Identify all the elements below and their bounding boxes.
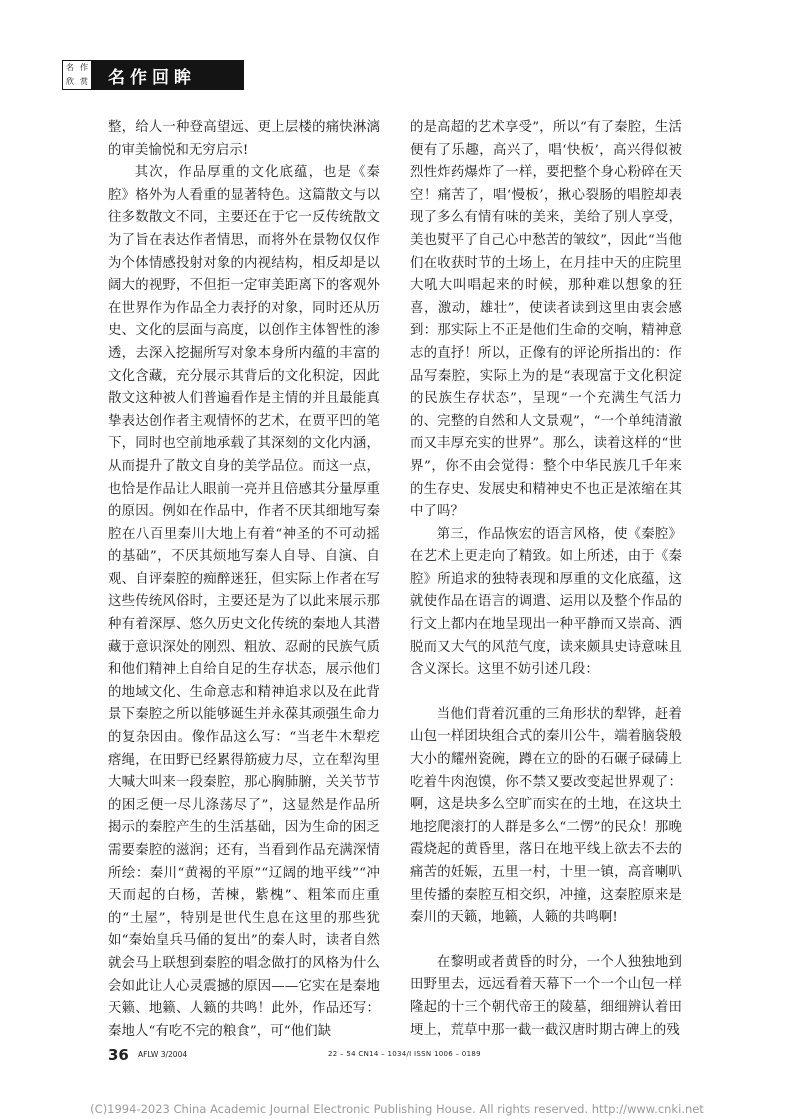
journal-issue: AFLW 3/2004 [138, 1050, 188, 1059]
paragraph: 整，给人一种登高望远、更上层楼的痛快淋漓的审美愉悦和无穷启示! [108, 120, 380, 158]
paragraph: 当他们背着沉重的三角形状的犁铧，赶着山包一样团块组合式的秦川公牛，端着脑袋般大小的耀州瓷碗，蹲在立的卧的石碾子碌碡上吃着牛肉泡馍，你不禁又要改变起世界观了：啊，这是块多么空旷而实在的土地，在这块土地挖爬滚打的人群是多么“二愣”的民众！那晚霞烧起的黄昏里，落日在地平线上欲去不去的痛苦的妊娠，五里一村，十里一镇，高音喇叭里传播的秦腔互相交织，冲撞，这秦腔原来是秦川的天籁，地籁，人籁的共鸣啊! [410, 706, 682, 926]
badge-char: 名 [66, 63, 74, 72]
column-badge [62, 60, 92, 90]
copyright-watermark: (C)1994-2023 China Academic Journal Electronic Publishing House. All rights reserved. http://www.cnki.net [90, 1102, 704, 1116]
paragraph: 其次，作品厚重的文化底蕴，也是《秦腔》格外为人看重的显著特色。这篇散文与以往多数散文不同，主要还在于它一反传统散文为了旨在表达作者情思，而将外在景物仅仅作为个体情感投射对象的内视结构，相反却是以阔大的视野，不但拒一定审美距离下的客观外在世界作为作品全力表抒的对象，同时还从历史、文化的层面与高度，以创作主体智性的渗透，去深入挖掘所写对象本身所内蕴的丰富的文化含藏，充分展示其背后的文化积淀，因此散文这种被人们普遍看作是主情的并且最能真挚表达创作者主观情怀的艺术，在贾平凹的笔下，同时也空前地承载了其深刻的文化内涵，从而提升了散文自身的美学品位。而这一点，也恰是作品让人眼前一亮并且倍感其分量厚重的原因。例如在作品中，作者不厌其细地写秦腔在八百里秦川大地上有着“神圣的不可动摇的基础”，不厌其烦地写秦人自导、自演、自观、自评秦腔的痴醉迷狂，但实际上作者在写这些传统风俗时，主要还是为了以此来展示那种有着深厚、悠久历史文化传统的秦地人其潜藏于意识深处的刚烈、粗放、忍耐的民族气质和他们精神上自给自足的生存状态，展示他们的地域文化、生命意志和精神追求以及在此背景下秦腔之所以能够诞生并永葆其顽强生命力的复杂因由。像作品这么写：“当老牛木犁疙瘩绳，在田野已经累得筋疲力尽，立在犁沟里大喊大叫来一段秦腔，那心胸肺腑，关关节节的困乏便一尽儿涤荡尽了”，这显然是作品所揭示的秦腔产生的生活基础，因为生命的困乏需要秦腔的滋润；还有，当看到作品充满深情所绘：秦川“黄褐的平原”“辽阔的地平线”“冲天而起的白杨，苦楝，紫槐”、粗笨而庄重的“土屋”，特别是世代生息在这里的那些犹如“秦始皇兵马俑的复出”的秦人时，读者自然就会马上联想到秦腔的唱念做打的风格为什么会如此让人心灵震撼的原因——它实在是秦地天籁、地籁、人籁的共鸣！此外，作品还写：秦地人“有吃不完的粮食”，可“他们缺 [108, 165, 380, 1039]
left-text-column [108, 117, 380, 1043]
publication-codes: 22 – 54 CN14 – 1034/I ISSN 1006 – 0189 [328, 1050, 481, 1058]
paragraph: 在黎明或者黄昏的时分，一个人独独地到田野里去，远远看着天幕下一个一个山包一样隆起的十三个朝代帝王的陵墓，细细辨认着田埂上，荒草中那一截一截汉唐时期古碑上的残 [410, 954, 682, 1038]
paragraph: 的是高超的艺术享受”，所以“有了秦腔，生活便有了乐趣，高兴了，唱‘快板’，高兴得似被烈性炸药爆炸了一样，要把整个身心粉碎在天空！痛苦了，唱‘慢板’，揪心裂肠的唱腔却表现了多么有情有味的美来，美给了别人享受，美也熨平了自己心中愁苦的皱纹”，因此“当他们在收获时节的土场上，在月挂中天的庄院里大吼大叫唱起来的时候，那种难以想象的狂喜，激动，雄壮”，使读者读到这里由衷会感到：那实际上不正是他们生命的交响，精神意志的直抒！所以，正像有的评论所指出的：作品写秦腔，实际上为的是“表现富于文化积淀的民族生存状态”，呈现“一个充满生气活力的、完整的自然和人文景观”，“一个单纯清澈而又丰厚充实的世界”。那么，读着这样的“世界”，你不由会觉得：整个中华民族几千年来的生存史、发展史和精神史不也正是浓缩在其中了吗？ [410, 120, 682, 520]
badge-char: 作 [80, 63, 88, 72]
section-title: 名作回眸 [108, 67, 196, 88]
page-number: 36 [108, 1046, 129, 1064]
section-header [62, 60, 244, 90]
badge-char: 欣 [66, 77, 74, 86]
badge-char: 赏 [80, 77, 88, 86]
paragraph: 第三，作品恢宏的语言风格，使《秦腔》在艺术上更走向了精致。如上所述，由于《秦腔》所追求的独特表现和厚重的文化底蕴，这就使作品在语言的调遣、运用以及整个作品的行文上都内在地呈现出一种平静而又崇高、洒脱而又大气的风范气度，读来颇具史诗意味且含义深长。这里不妨引述几段： [410, 526, 682, 678]
right-text-column [410, 117, 682, 1042]
page-footer [108, 1046, 688, 1064]
